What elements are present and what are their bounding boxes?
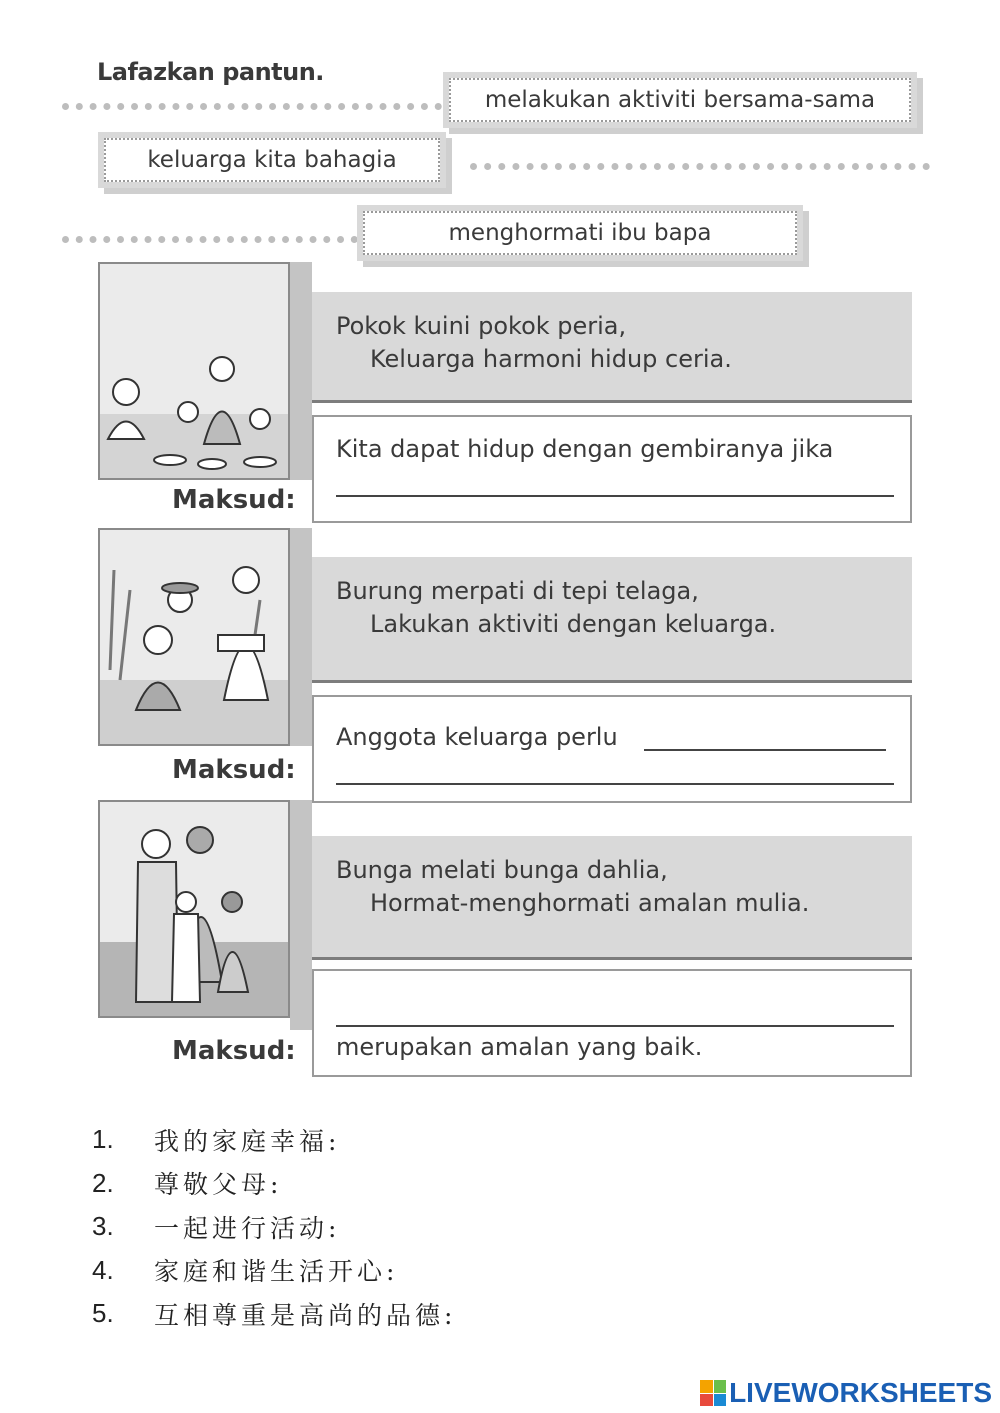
answer-suffix: merupakan amalan yang baik. [336,1033,703,1061]
answer-blank-line[interactable] [336,495,894,497]
word-bank-option-3[interactable] [357,205,803,261]
pantun-line-1: Pokok kuini pokok peria, [336,312,627,340]
answer-blank-line[interactable] [336,783,894,785]
pantun-box-3 [312,836,912,960]
list-item [92,1162,456,1206]
word-bank-option-label: melakukan aktiviti bersama-sama [449,78,911,122]
answer-blank-line[interactable] [336,1025,894,1027]
answer-box-2[interactable] [312,695,912,803]
instruction-title: Lafazkan pantun. [97,58,324,86]
liveworksheets-logo[interactable] [700,1377,992,1409]
list-item [92,1249,456,1293]
question-text: 互相尊重是高尚的品德: [154,1300,457,1330]
dotted-guide-1 [62,103,442,110]
pantun-line-2: Keluarga harmoni hidup ceria. [370,345,732,373]
word-bank-option-2[interactable] [98,132,446,188]
pantun-line-1: Bunga melati bunga dahlia, [336,856,668,884]
badge-square [714,1380,727,1393]
question-text: 我的家庭幸福: [154,1126,341,1156]
pantun-line-2: Hormat-menghormati amalan mulia. [370,889,810,917]
badge-square [700,1380,713,1393]
badge-square [700,1394,713,1407]
word-bank-option-1[interactable] [443,72,917,128]
answer-blank-line[interactable] [644,749,886,751]
logo-badge-icon [700,1380,726,1406]
answer-box-3[interactable] [312,969,912,1077]
illustration-side-shade [290,262,312,480]
badge-square [714,1394,727,1407]
maksud-label: Maksud: [172,1036,296,1066]
question-list [92,1118,456,1336]
word-bank-option-label: keluarga kita bahagia [104,138,440,182]
illustration-family-greeting [98,800,290,1018]
illustration-side-shade [290,800,312,1030]
question-number: 3. [92,1211,114,1242]
pantun-line-2: Lakukan aktiviti dengan keluarga. [370,610,777,638]
pantun-box-1 [312,292,912,403]
question-number: 5. [92,1298,114,1329]
word-bank-option-label: menghormati ibu bapa [363,211,797,255]
question-text: 尊敬父母: [154,1170,283,1200]
pantun-line-1: Burung merpati di tepi telaga, [336,577,699,605]
list-item [92,1118,456,1162]
answer-prefix: Anggota keluarga perlu [336,723,618,751]
illustration-side-shade [290,528,312,746]
maksud-label: Maksud: [172,755,296,785]
question-text: 一起进行活动: [154,1213,341,1243]
question-number: 1. [92,1124,114,1155]
list-item [92,1292,456,1336]
maksud-label: Maksud: [172,485,296,515]
answer-box-1[interactable] [312,415,912,523]
question-number: 4. [92,1254,114,1285]
list-item [92,1205,456,1249]
question-number: 2. [92,1167,114,1198]
illustration-family-gardening [98,528,290,746]
dotted-guide-3 [62,236,358,243]
illustration-family-dinner [98,262,290,480]
answer-prefix: Kita dapat hidup dengan gembiranya jika [336,435,834,463]
pantun-box-2 [312,557,912,683]
brand-name: LIVEWORKSHEETS [729,1377,992,1408]
question-text: 家庭和谐生活开心: [154,1257,399,1287]
dotted-guide-2 [470,163,930,170]
